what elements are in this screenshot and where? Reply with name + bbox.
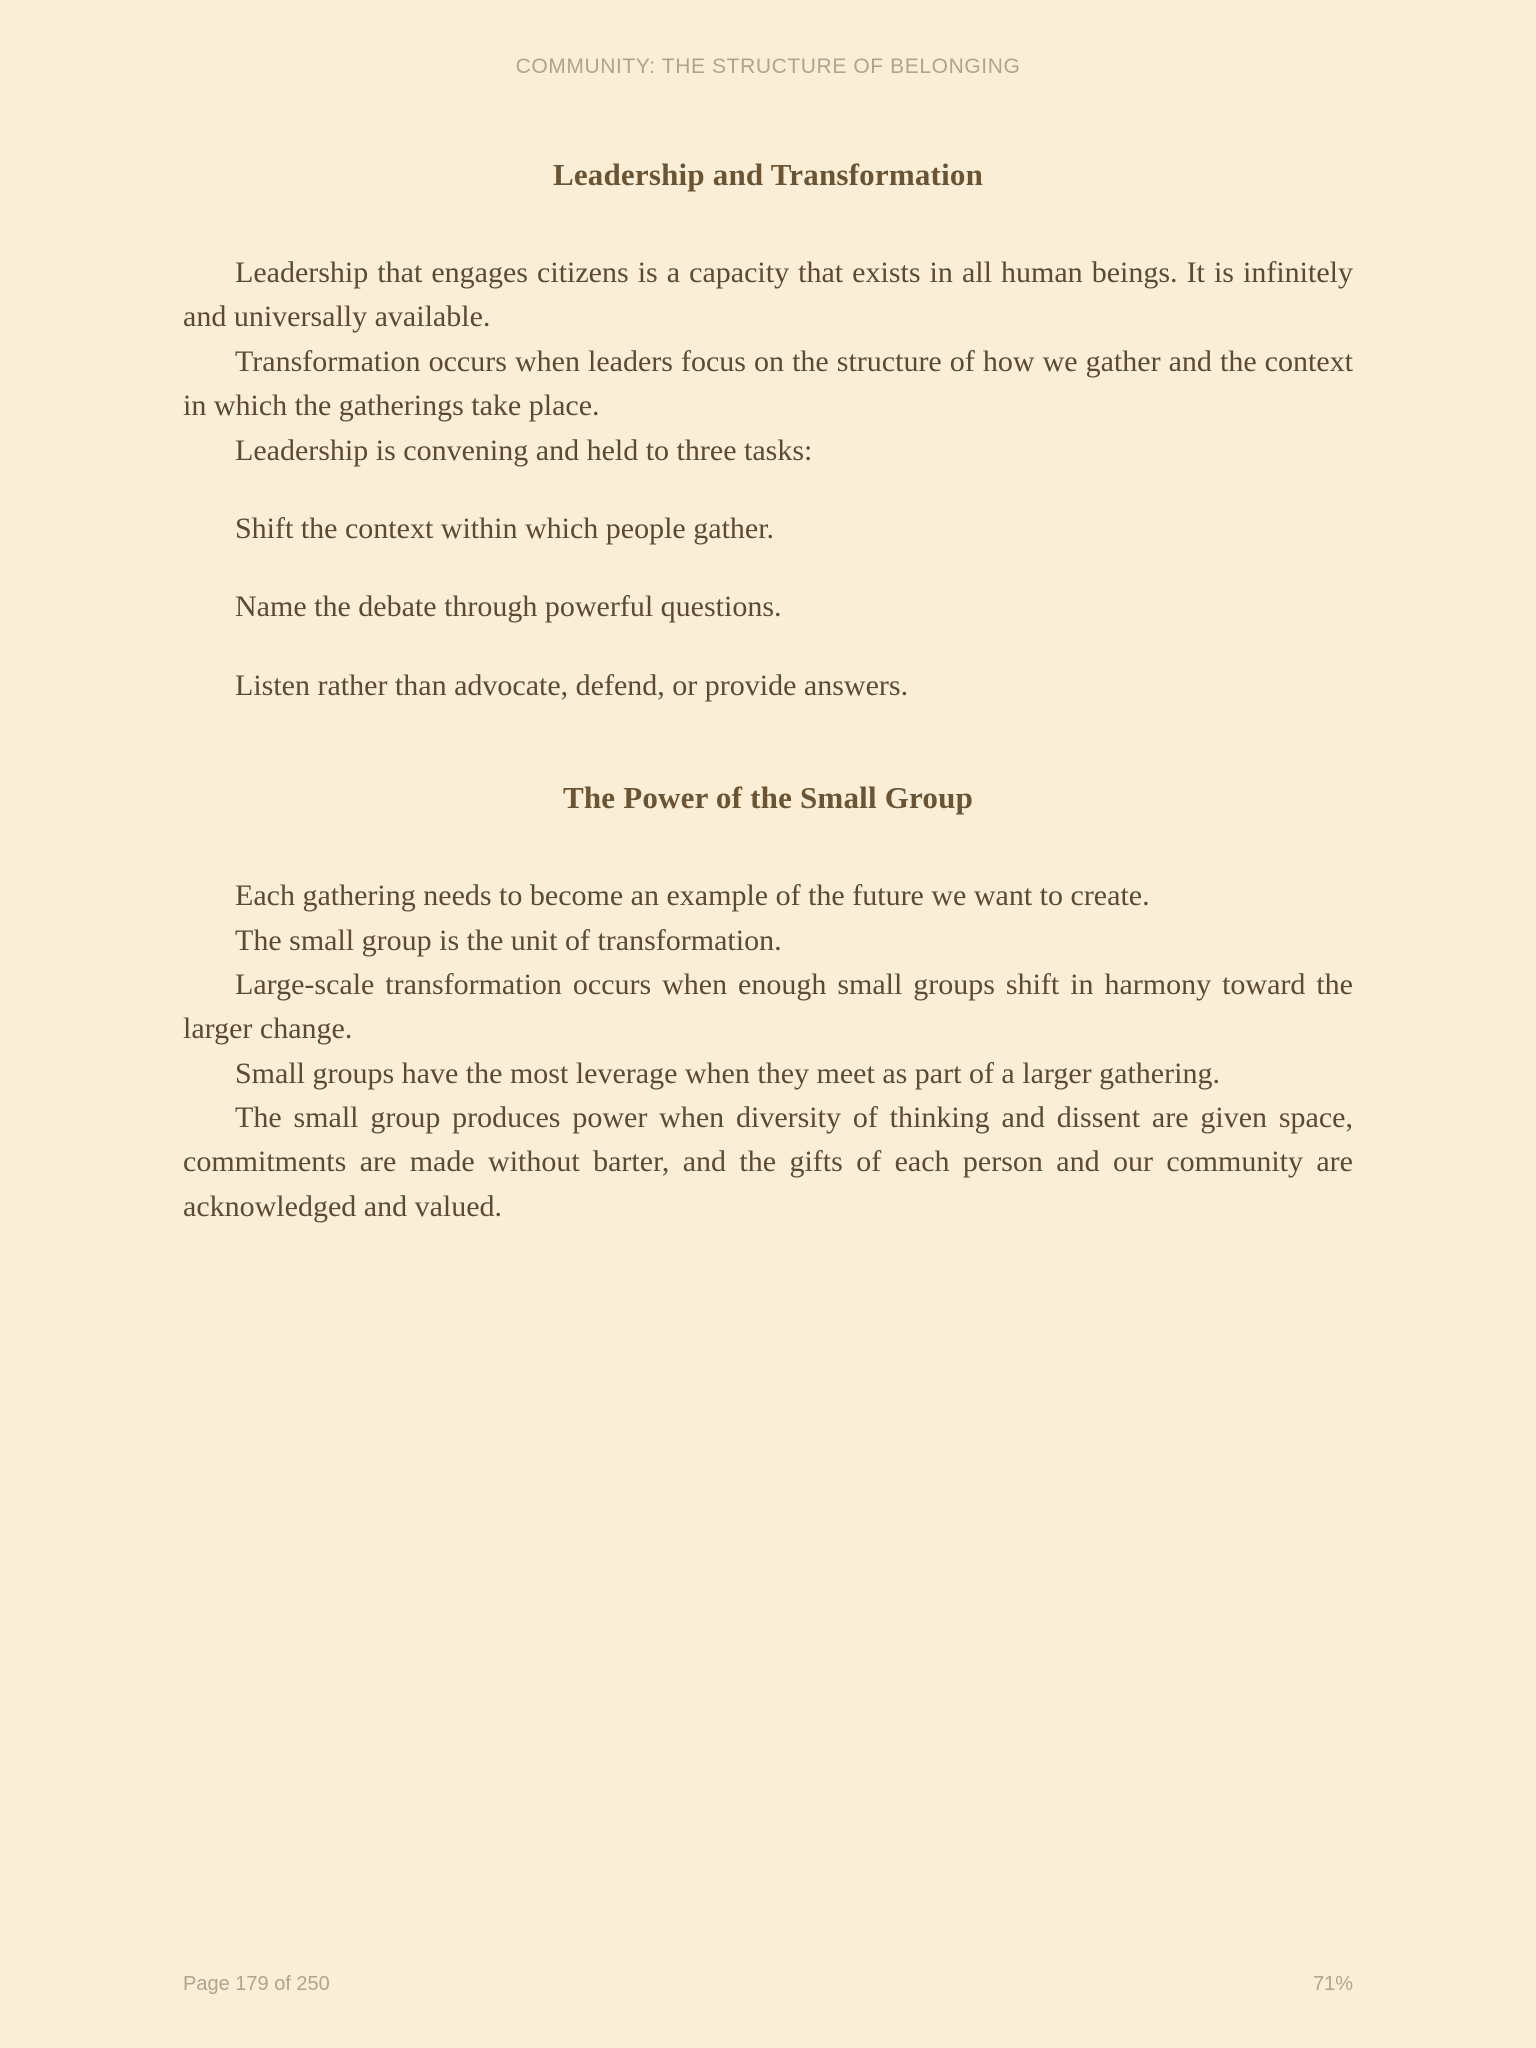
paragraph: Small groups have the most leverage when they meet as part of a larger gathering.: [235, 1056, 1220, 1090]
paragraph: The small group produces power when diversity of thinking and dissent are given space, commitments are made without barter, and the gifts of each person and our community are acknowledged and valued.: [183, 1101, 1353, 1223]
page-content: [0, 79, 1536, 2048]
paragraph-lead-in: Leadership is convening and held to three tasks:: [235, 433, 813, 467]
list-item: Listen rather than advocate, defend, or provide answers.: [235, 668, 909, 702]
paragraph: Each gathering needs to become an example of the future we want to create.: [235, 879, 1150, 913]
list-item: Name the debate through powerful questions.: [235, 590, 782, 624]
section-heading-the-power-of-the-small-group: The Power of the Small Group: [562, 780, 974, 816]
list-item: Shift the context within which people gather.: [235, 511, 775, 545]
reading-progress-label: 71%: [1312, 1973, 1353, 1995]
running-head: COMMUNITY: THE STRUCTURE OF BELONGING: [515, 55, 1021, 78]
paragraph: The small group is the unit of transformation.: [235, 923, 782, 957]
paragraph: Large-scale transformation occurs when enough small groups shift in harmony toward the larger change.: [183, 967, 1353, 1046]
section-heading-leadership-and-transformation: Leadership and Transformation: [552, 157, 984, 192]
paragraph: Transformation occurs when leaders focus on the structure of how we gather and the context in which the gatherings take place.: [183, 344, 1353, 423]
page-number-label: Page 179 of 250: [183, 1973, 330, 1995]
paragraph: Leadership that engages citizens is a capacity that exists in all human beings. It is infinitely and universally available.: [183, 256, 1353, 334]
page-footer: [0, 1973, 1536, 1996]
